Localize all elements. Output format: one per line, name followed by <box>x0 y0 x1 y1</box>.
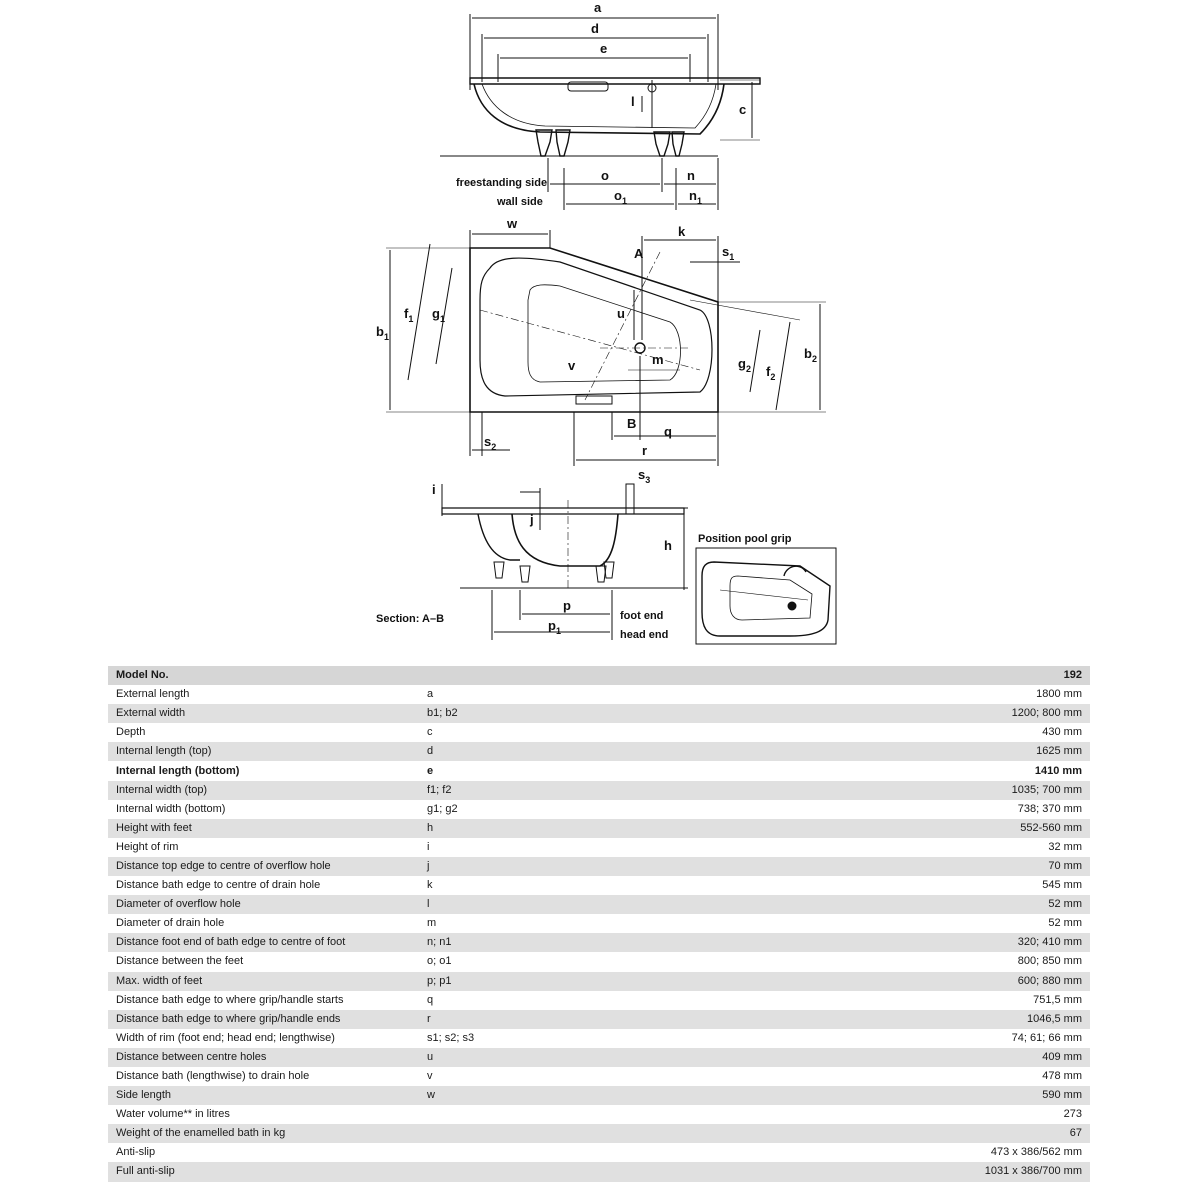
label-p: p <box>563 598 571 613</box>
row-symbol: c <box>419 723 855 742</box>
row-symbol: r <box>419 1010 855 1029</box>
label-v: v <box>568 358 576 373</box>
label-u: u <box>617 306 625 321</box>
row-value: 1035; 700 mm <box>855 781 1090 800</box>
row-value: 52 mm <box>855 895 1090 914</box>
label-B: B <box>627 416 637 431</box>
row-label: Distance bath edge to where grip/handle ends <box>108 1010 419 1029</box>
row-label: Distance between the feet <box>108 952 419 971</box>
row-value: 552-560 mm <box>855 819 1090 838</box>
table-row <box>108 704 1090 723</box>
row-symbol: s1; s2; s3 <box>419 1029 855 1048</box>
label-r: r <box>642 443 648 458</box>
label-n1: $n_1$ <box>689 188 702 206</box>
label-o: o <box>601 168 609 183</box>
label-a: a <box>594 0 602 15</box>
row-label: Max. width of feet <box>108 972 419 991</box>
label-f2: $f_2$ <box>766 364 776 382</box>
label-d: d <box>591 21 599 36</box>
row-value: 800; 850 mm <box>855 952 1090 971</box>
row-value: 320; 410 mm <box>855 933 1090 952</box>
row-label: Distance between centre holes <box>108 1048 419 1067</box>
label-n: n <box>687 168 695 183</box>
row-label: Internal width (bottom) <box>108 800 419 819</box>
row-label: Internal width (top) <box>108 781 419 800</box>
row-value: 478 mm <box>855 1067 1090 1086</box>
table-row <box>108 1086 1090 1105</box>
label-i: i <box>432 482 436 497</box>
row-symbol: l <box>419 895 855 914</box>
row-value: 67 <box>855 1124 1090 1143</box>
table-row <box>108 933 1090 952</box>
row-symbol: g1; g2 <box>419 800 855 819</box>
row-label: Height of rim <box>108 838 419 857</box>
table-row <box>108 800 1090 819</box>
row-value: 600; 880 mm <box>855 972 1090 991</box>
row-value: 545 mm <box>855 876 1090 895</box>
table-row <box>108 857 1090 876</box>
row-label: Depth <box>108 723 419 742</box>
row-symbol: e <box>419 761 855 780</box>
row-label: Height with feet <box>108 819 419 838</box>
row-symbol <box>419 1143 855 1162</box>
row-value: 70 mm <box>855 857 1090 876</box>
header-model-number: 192 <box>855 666 1090 685</box>
table-row <box>108 1048 1090 1067</box>
row-symbol: a <box>419 685 855 704</box>
label-A: A <box>634 246 644 261</box>
row-symbol: j <box>419 857 855 876</box>
row-value: 74; 61; 66 mm <box>855 1029 1090 1048</box>
row-symbol <box>419 1105 855 1124</box>
row-label: Distance bath (lengthwise) to drain hole <box>108 1067 419 1086</box>
row-value: 590 mm <box>855 1086 1090 1105</box>
row-symbol: o; o1 <box>419 952 855 971</box>
table-row <box>108 685 1090 704</box>
table-row <box>108 1010 1090 1029</box>
label-m: m <box>652 352 664 367</box>
header-model-label: Model No. <box>108 666 419 685</box>
label-h: h <box>664 538 672 553</box>
row-symbol: u <box>419 1048 855 1067</box>
row-value: 1200; 800 mm <box>855 704 1090 723</box>
diagram-labels <box>376 0 817 641</box>
caption-foot-end: foot end <box>620 610 664 622</box>
row-symbol: b1; b2 <box>419 704 855 723</box>
caption-head-end: head end <box>620 629 669 641</box>
table-row <box>108 1067 1090 1086</box>
row-symbol: w <box>419 1086 855 1105</box>
row-label: Diameter of overflow hole <box>108 895 419 914</box>
row-label: Anti-slip <box>108 1143 419 1162</box>
label-o1: $o_1$ <box>614 188 627 206</box>
row-label: Weight of the enamelled bath in kg <box>108 1124 419 1143</box>
label-s1: $s_1$ <box>722 244 735 262</box>
row-label: Water volume** in litres <box>108 1105 419 1124</box>
row-symbol <box>419 1162 855 1181</box>
row-symbol: h <box>419 819 855 838</box>
caption-wall-side: wall side <box>497 196 543 208</box>
row-label: Internal length (bottom) <box>108 761 419 780</box>
row-value: 1410 mm <box>855 761 1090 780</box>
row-label: Width of rim (foot end; head end; lengthwise) <box>108 1029 419 1048</box>
label-l: l <box>631 94 635 109</box>
table-row <box>108 1124 1090 1143</box>
table-row <box>108 723 1090 742</box>
label-s3: $s_3$ <box>638 467 651 485</box>
row-label: External width <box>108 704 419 723</box>
row-value: 738; 370 mm <box>855 800 1090 819</box>
table-row <box>108 761 1090 780</box>
row-symbol: f1; f2 <box>419 781 855 800</box>
caption-section: Section: A–B <box>376 613 445 625</box>
row-symbol: p; p1 <box>419 972 855 991</box>
row-label: Internal length (top) <box>108 742 419 761</box>
table-row <box>108 742 1090 761</box>
row-label: Full anti-slip <box>108 1162 419 1181</box>
label-p1: $p_1$ <box>548 618 561 636</box>
table-row <box>108 895 1090 914</box>
row-value: 751,5 mm <box>855 991 1090 1010</box>
table-row <box>108 1105 1090 1124</box>
row-value: 473 x 386/562 mm <box>855 1143 1090 1162</box>
row-label: Distance bath edge to where grip/handle starts <box>108 991 419 1010</box>
plan-view <box>386 230 826 466</box>
header-symbol <box>419 666 855 685</box>
row-value: 1800 mm <box>855 685 1090 704</box>
label-e: e <box>600 41 608 56</box>
row-label: External length <box>108 685 419 704</box>
row-value: 1625 mm <box>855 742 1090 761</box>
row-value: 409 mm <box>855 1048 1090 1067</box>
row-symbol: n; n1 <box>419 933 855 952</box>
label-b2: $b_2$ <box>804 346 817 364</box>
pool-grip-inset <box>696 548 836 644</box>
row-label: Diameter of drain hole <box>108 914 419 933</box>
label-w: w <box>507 216 518 231</box>
row-value: 273 <box>855 1105 1090 1124</box>
label-g1: $g_1$ <box>432 306 445 324</box>
row-label: Side length <box>108 1086 419 1105</box>
row-value: 52 mm <box>855 914 1090 933</box>
table-row <box>108 952 1090 971</box>
label-f1: $f_1$ <box>404 306 414 324</box>
row-symbol: i <box>419 838 855 857</box>
row-label: Distance top edge to centre of overflow hole <box>108 857 419 876</box>
table-row <box>108 1029 1090 1048</box>
label-k: k <box>678 224 686 239</box>
label-c: c <box>739 102 747 117</box>
label-b1: $b_1$ <box>376 324 389 342</box>
table-row <box>108 991 1090 1010</box>
row-label: Distance bath edge to centre of drain hole <box>108 876 419 895</box>
row-symbol: d <box>419 742 855 761</box>
table-row <box>108 972 1090 991</box>
table-row <box>108 914 1090 933</box>
row-value: 32 mm <box>855 838 1090 857</box>
table-row <box>108 838 1090 857</box>
table-row <box>108 819 1090 838</box>
label-q: q <box>664 424 672 439</box>
table-header-row <box>108 666 1090 685</box>
table-row <box>108 781 1090 800</box>
label-g2: $g_2$ <box>738 356 751 374</box>
row-symbol: q <box>419 991 855 1010</box>
row-symbol: k <box>419 876 855 895</box>
table-row <box>108 1143 1090 1162</box>
row-symbol <box>419 1124 855 1143</box>
caption-freestanding-side: freestanding side <box>456 177 548 189</box>
row-value: 1031 x 386/700 mm <box>855 1162 1090 1181</box>
row-symbol: m <box>419 914 855 933</box>
label-s2: $s_2$ <box>484 434 497 452</box>
row-symbol: v <box>419 1067 855 1086</box>
row-value: 1046,5 mm <box>855 1010 1090 1029</box>
label-j: j <box>530 512 534 527</box>
table-row <box>108 1162 1090 1181</box>
specification-table <box>108 666 1090 1182</box>
table-row <box>108 876 1090 895</box>
caption-position-pool-grip: Position pool grip <box>698 533 792 545</box>
row-value: 430 mm <box>855 723 1090 742</box>
row-label: Distance foot end of bath edge to centre of foot <box>108 933 419 952</box>
